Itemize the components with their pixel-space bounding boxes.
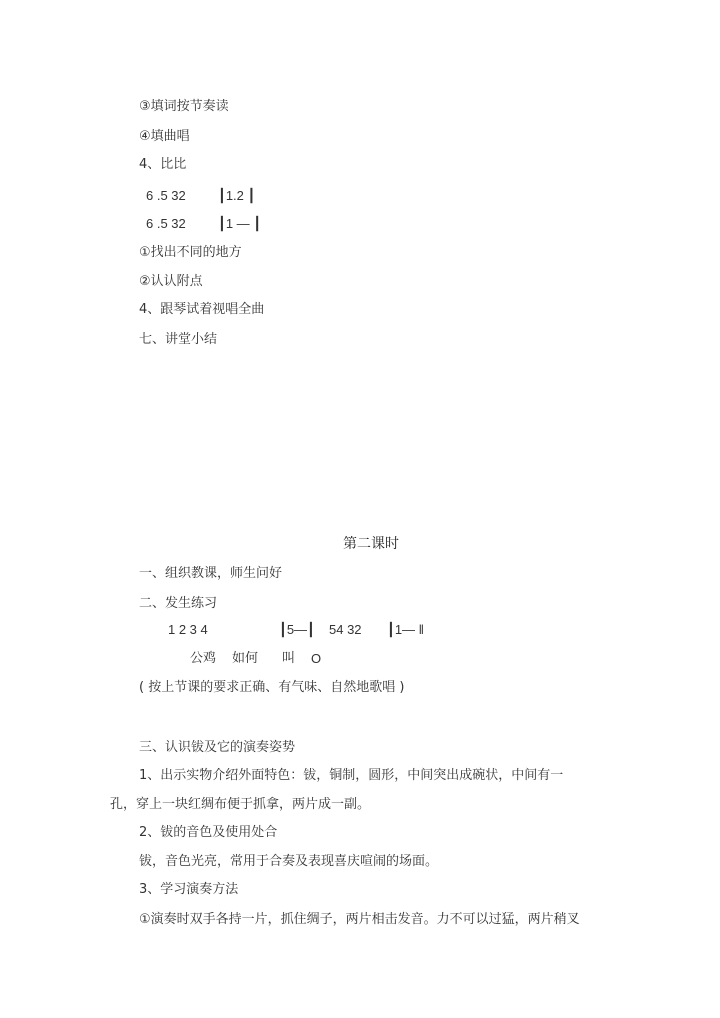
step-vocal: 二、发生练习 [139, 596, 218, 611]
notation-a-left: 6 .5 32 [146, 188, 186, 203]
step-summary: 七、讲堂小结 [139, 332, 218, 347]
notation-b-right: ┃1 — ┃ [218, 216, 262, 231]
notation-a-right: ┃1.2 ┃ [218, 188, 256, 203]
vocal-notation-a: 1 2 3 4 [168, 622, 208, 637]
step-dotted: ②认认附点 [139, 274, 203, 289]
step-fill-sing: ④填曲唱 [139, 129, 190, 144]
lyric-c: 叫 [282, 651, 296, 666]
step-show-line2: 孔，穿上一块红绸布便于抓拿，两片成一副。 [110, 797, 371, 812]
lyric-b: 如何 [232, 651, 259, 666]
step-timbre: 2、钹的音色及使用处合 [139, 825, 278, 840]
step-cymbal: 三、认识钹及它的演奏姿势 [139, 740, 296, 755]
vocal-notation-c: 54 32 [329, 622, 362, 637]
vocal-notation-d: ┃1— ‖ [387, 622, 425, 637]
step-method-desc: ①演奏时双手各持一片，抓住绸子，两片相击发音。力不可以过猛，两片稍叉 [139, 912, 580, 927]
step-piano: 4、跟琴试着视唱全曲 [139, 302, 265, 317]
step-note: ( 按上节课的要求正确、有气味、自然地歌唱 ) [139, 680, 405, 695]
lyric-a: 公鸡 [190, 651, 217, 666]
step-compare: 4、比比 [139, 157, 187, 172]
step-method: 3、学习演奏方法 [139, 882, 239, 897]
step-organize: 一、组织教课，师生问好 [139, 566, 283, 581]
step-fill-read: ③填词按节奏读 [139, 99, 229, 114]
notation-b-left: 6 .5 32 [146, 216, 186, 231]
lesson-title: 第二课时 [343, 536, 399, 552]
step-find-diff: ①找出不同的地方 [139, 245, 242, 260]
lyric-d: O [311, 651, 322, 666]
step-timbre-desc: 钹，音色光亮，常用于合奏及表现喜庆喧闹的场面。 [139, 854, 439, 869]
vocal-notation-b: ┃5—┃ [279, 622, 315, 637]
step-show-line1: 1、出示实物介绍外面特色：钹，铜制，圆形，中间突出成碗状，中间有一 [139, 768, 564, 783]
